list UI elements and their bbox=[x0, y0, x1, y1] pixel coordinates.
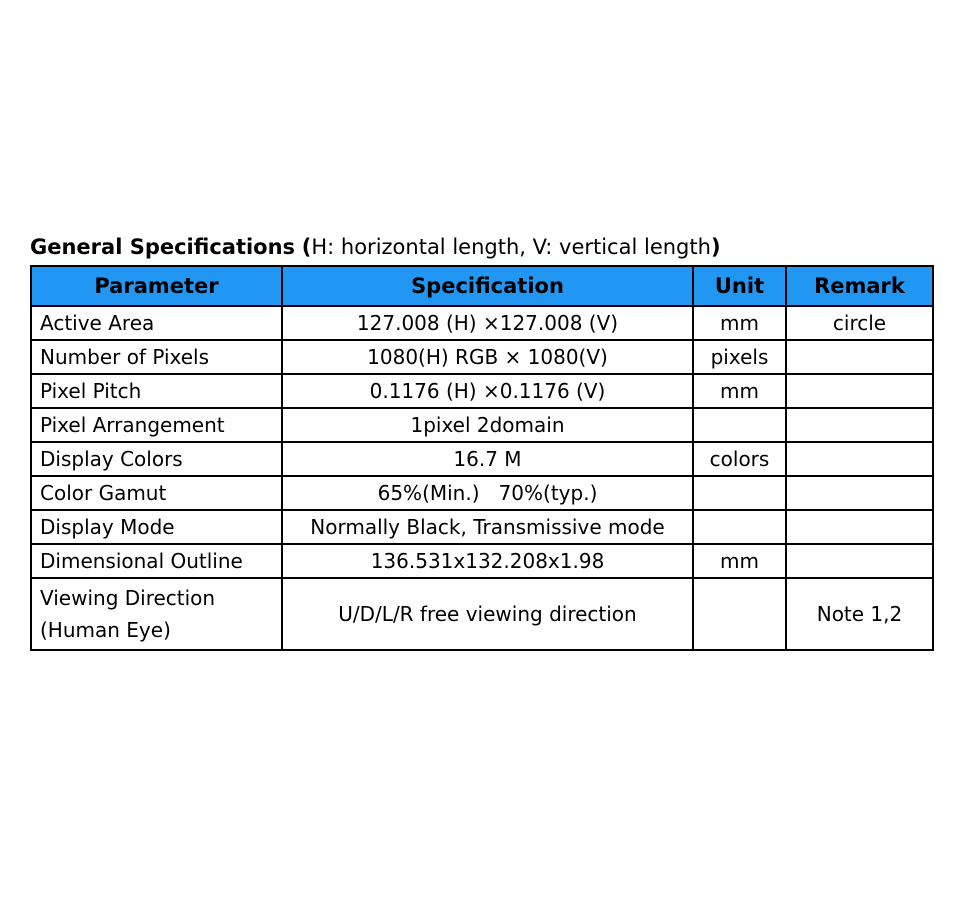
header-specification: Specification bbox=[282, 266, 693, 306]
cell-remark bbox=[786, 340, 933, 374]
table-body bbox=[31, 306, 933, 650]
cell-parameter: Display Mode bbox=[31, 510, 282, 544]
section-title bbox=[30, 233, 721, 261]
table-row bbox=[31, 374, 933, 408]
table-row bbox=[31, 544, 933, 578]
cell-specification: 0.1176 (H) ×0.1176 (V) bbox=[282, 374, 693, 408]
cell-unit bbox=[693, 578, 786, 650]
cell-specification: 136.531x132.208x1.98 bbox=[282, 544, 693, 578]
cell-parameter bbox=[31, 578, 282, 650]
parameter-line-2: (Human Eye) bbox=[40, 618, 171, 642]
table-row bbox=[31, 442, 933, 476]
cell-unit: mm bbox=[693, 374, 786, 408]
cell-remark bbox=[786, 544, 933, 578]
header-parameter: Parameter bbox=[31, 266, 282, 306]
cell-parameter: Color Gamut bbox=[31, 476, 282, 510]
cell-specification: 1pixel 2domain bbox=[282, 408, 693, 442]
cell-remark bbox=[786, 408, 933, 442]
parameter-line-1: Viewing Direction bbox=[40, 586, 216, 610]
cell-remark bbox=[786, 476, 933, 510]
cell-parameter: Dimensional Outline bbox=[31, 544, 282, 578]
cell-parameter: Display Colors bbox=[31, 442, 282, 476]
cell-parameter: Active Area bbox=[31, 306, 282, 340]
table-row bbox=[31, 340, 933, 374]
cell-unit bbox=[693, 408, 786, 442]
table-row bbox=[31, 578, 933, 650]
cell-specification: 1080(H) RGB × 1080(V) bbox=[282, 340, 693, 374]
cell-remark: Note 1,2 bbox=[786, 578, 933, 650]
cell-specification: 16.7 M bbox=[282, 442, 693, 476]
cell-remark bbox=[786, 374, 933, 408]
cell-unit: colors bbox=[693, 442, 786, 476]
paren-close: ) bbox=[710, 235, 721, 259]
table-row bbox=[31, 510, 933, 544]
table-row bbox=[31, 408, 933, 442]
header-remark: Remark bbox=[786, 266, 933, 306]
cell-remark bbox=[786, 510, 933, 544]
cell-specification: 127.008 (H) ×127.008 (V) bbox=[282, 306, 693, 340]
cell-specification: Normally Black, Transmissive mode bbox=[282, 510, 693, 544]
cell-unit bbox=[693, 510, 786, 544]
section-title-bold: General Specifications bbox=[30, 235, 296, 259]
cell-unit: mm bbox=[693, 306, 786, 340]
header-unit: Unit bbox=[693, 266, 786, 306]
cell-remark bbox=[786, 442, 933, 476]
section-title-detail: H: horizontal length, V: vertical length bbox=[311, 235, 711, 259]
cell-specification: 65%(Min.) 70%(typ.) bbox=[282, 476, 693, 510]
cell-parameter: Pixel Pitch bbox=[31, 374, 282, 408]
cell-parameter: Number of Pixels bbox=[31, 340, 282, 374]
cell-unit bbox=[693, 476, 786, 510]
paren-open: ( bbox=[301, 235, 312, 259]
table-row bbox=[31, 306, 933, 340]
spec-table bbox=[30, 265, 934, 651]
cell-remark: circle bbox=[786, 306, 933, 340]
header-row bbox=[31, 266, 933, 306]
cell-unit: pixels bbox=[693, 340, 786, 374]
cell-unit: mm bbox=[693, 544, 786, 578]
table-row bbox=[31, 476, 933, 510]
cell-specification: U/D/L/R free viewing direction bbox=[282, 578, 693, 650]
cell-parameter: Pixel Arrangement bbox=[31, 408, 282, 442]
